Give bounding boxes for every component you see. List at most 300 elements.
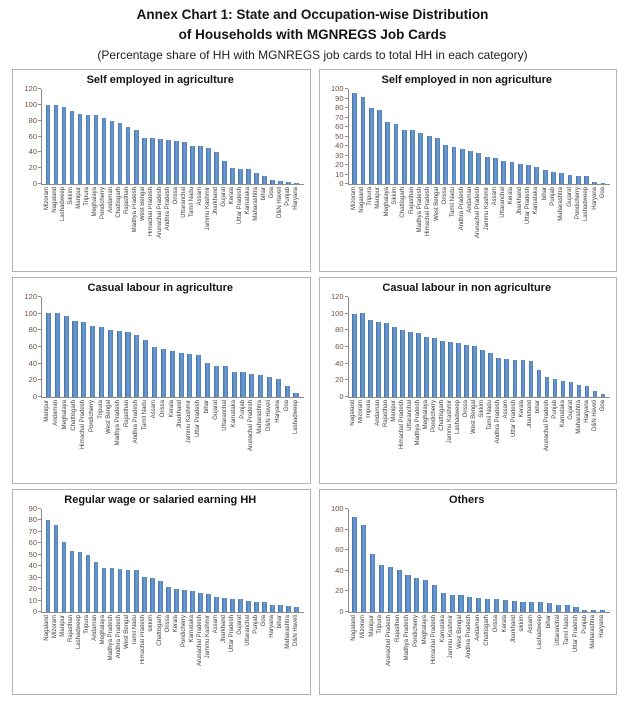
x-axis-label: Arunachal Pradesh <box>543 399 550 451</box>
bar <box>174 141 179 184</box>
x-axis-label: Tamil Nadu <box>141 399 148 430</box>
x-axis-label: Manipur <box>368 614 375 637</box>
x-axis-label: Sikkim <box>479 399 486 418</box>
bar <box>182 142 187 184</box>
bar <box>440 341 445 397</box>
y-tick: 120 <box>331 293 348 301</box>
x-axis-label: Rajasthan <box>68 614 75 642</box>
bar <box>379 565 384 611</box>
x-axis-label: Maharashtra <box>575 399 582 434</box>
x-axis-label: Tamil Nadu <box>487 399 494 430</box>
bar <box>222 598 227 612</box>
bar <box>214 597 219 612</box>
x-axis-label: Haryana <box>269 614 276 638</box>
bar <box>561 381 566 397</box>
x-axis-label: Himachal Pradesh <box>398 399 405 449</box>
bar <box>480 350 485 397</box>
bar <box>238 169 243 183</box>
bar <box>388 567 393 611</box>
bar <box>384 323 389 396</box>
x-axis-label: Punjab <box>550 186 556 206</box>
plot-area <box>348 297 611 398</box>
bar <box>166 140 171 184</box>
bar <box>276 379 281 397</box>
x-axis-label: Karnataka <box>533 186 540 214</box>
x-axis-label: Meghalaya <box>383 186 390 216</box>
y-tick: 10 <box>335 170 347 178</box>
x-axis-label: Uttar Pradesh <box>228 614 235 652</box>
bar <box>360 313 365 396</box>
bar <box>214 152 219 184</box>
x-axis-label: Pondicherry <box>430 399 437 432</box>
x-axis-label: Andhra Pradesh <box>133 399 140 443</box>
x-axis-label: Uttar Pradesh <box>572 614 579 652</box>
x-axis-label: Maharashtra <box>253 186 260 221</box>
y-tick: 80 <box>29 516 41 524</box>
bar <box>54 105 59 183</box>
bar <box>513 360 518 397</box>
x-axis-label: Haryana <box>591 186 598 210</box>
bar <box>361 525 366 612</box>
x-axis-label: Haryana <box>599 614 606 638</box>
x-axis-label: Lashadweep <box>76 614 83 649</box>
x-axis-label: bihar <box>535 399 542 413</box>
x-axis-label: Madhya Pradesh <box>132 186 139 232</box>
x-axis-label: bihar <box>546 614 553 628</box>
bar-series <box>349 509 611 612</box>
y-tick: 40 <box>29 562 41 570</box>
y-tick: 100 <box>331 85 348 93</box>
bar <box>81 322 86 396</box>
bar <box>529 602 534 611</box>
bar <box>537 370 542 397</box>
bar <box>543 170 548 183</box>
x-axis-label: Rajasthan <box>382 399 389 427</box>
bar <box>134 130 139 183</box>
bar <box>86 555 91 611</box>
bar <box>70 551 75 612</box>
plot-area <box>41 297 304 398</box>
bar-series <box>349 297 611 397</box>
bar <box>117 331 122 397</box>
bar <box>78 114 83 184</box>
x-axis-label: West Bengal <box>140 186 147 221</box>
bar <box>54 525 59 612</box>
plot-area <box>348 509 611 613</box>
bar <box>143 340 148 397</box>
x-axis-label: Andaman <box>466 186 473 213</box>
bar <box>503 600 508 611</box>
x-axis-label: D&N Haveli <box>591 399 598 431</box>
y-tick: 30 <box>29 573 41 581</box>
x-axis-labels <box>348 398 611 482</box>
bar <box>600 610 605 611</box>
x-axis-label: Goa <box>599 186 606 198</box>
x-axis-label: Gujarat <box>566 186 573 207</box>
y-tick: 20 <box>29 376 41 384</box>
bar <box>232 372 237 397</box>
x-axis-label: Himachal Pradesh <box>148 186 155 236</box>
bar <box>521 360 526 397</box>
bar <box>190 146 195 184</box>
x-axis-label: Chattisgarh <box>70 399 77 431</box>
y-tick: 60 <box>29 343 41 351</box>
x-axis-label: Kerala <box>168 399 175 417</box>
x-axis-label: Chattisgarh <box>400 186 407 218</box>
bar <box>485 599 490 611</box>
x-axis-label: Tripura <box>377 614 384 634</box>
y-tick: 50 <box>29 550 41 558</box>
bar <box>249 374 254 397</box>
x-axis-label: West Bengal <box>106 399 113 434</box>
chart-title: Casual labour in agriculture <box>87 281 233 294</box>
y-tick: 40 <box>29 148 41 156</box>
x-axis-label: Jharkhand <box>220 614 227 643</box>
bar <box>592 182 597 184</box>
y-axis <box>17 504 41 616</box>
bar <box>161 349 166 397</box>
bar <box>370 554 375 612</box>
bar <box>456 343 461 396</box>
bar <box>134 570 139 611</box>
bar <box>427 136 432 184</box>
plot-area <box>41 89 304 185</box>
bar <box>262 602 267 611</box>
x-axis-label: Goa <box>261 614 268 626</box>
bar <box>424 337 429 397</box>
bar <box>476 598 481 611</box>
x-axis-label: Madhya Pradesh <box>414 399 421 445</box>
x-axis-label: Manipur <box>375 186 382 209</box>
x-axis-label: Lashadweep <box>292 399 299 434</box>
bar <box>285 386 290 397</box>
x-axis-label: Arunachal Pradesh <box>475 186 482 238</box>
bar <box>410 130 415 183</box>
x-axis-label: Punjab <box>551 399 558 419</box>
bar <box>448 342 453 396</box>
x-axis-label: Punjab <box>253 614 260 634</box>
y-tick: 60 <box>335 343 347 351</box>
bar <box>518 164 523 184</box>
bar <box>118 123 123 184</box>
x-axis-label: Punjab <box>285 186 292 206</box>
bar <box>488 353 493 396</box>
bar <box>110 121 115 184</box>
x-axis-label: Sikkim <box>392 186 399 205</box>
x-axis-label: Pondicherry <box>180 614 187 647</box>
x-axis-label: Andaman <box>92 614 99 641</box>
bar <box>441 593 446 612</box>
x-axis-labels <box>348 185 611 269</box>
x-axis-label: Jharkhand <box>516 186 523 215</box>
bar <box>569 382 574 397</box>
y-tick: 80 <box>335 104 347 112</box>
bar <box>198 593 203 611</box>
x-axis-label: Jammu Kashmir <box>204 186 211 230</box>
x-axis-label: Uttaranchal <box>245 614 252 646</box>
x-axis-label: sikkim <box>148 614 155 632</box>
bar <box>485 157 490 184</box>
x-axis-label: Madhya Pradesh <box>115 399 122 445</box>
x-axis-label: Orissa <box>492 614 499 632</box>
plot-area <box>348 89 611 185</box>
bar <box>198 146 203 183</box>
x-axis-label: Karnataka <box>559 399 566 427</box>
bar <box>78 552 83 612</box>
x-axis-label: D&N Haveli <box>277 186 284 218</box>
x-axis-label: Jammu Kashmir <box>448 614 455 658</box>
x-axis-label: West Bengal <box>433 186 440 221</box>
x-axis-label: Uttar Pradesh <box>525 186 532 224</box>
y-axis <box>17 292 41 401</box>
bar <box>230 168 235 184</box>
bar <box>223 366 228 397</box>
bar <box>152 347 157 396</box>
bar <box>170 351 175 397</box>
x-axis-label: Gujarat <box>567 399 574 420</box>
x-axis-label: Uttaranchal <box>500 186 507 218</box>
x-axis-label: Assam <box>528 614 535 633</box>
bar <box>205 363 210 396</box>
bar <box>585 386 590 397</box>
bar <box>267 377 272 396</box>
x-axis-label: bihar <box>261 186 268 200</box>
y-tick: 120 <box>24 293 41 301</box>
bar <box>293 393 298 396</box>
x-axis-label: Jammu Kashmir <box>446 399 453 443</box>
bar <box>102 568 107 611</box>
y-tick: 100 <box>24 309 41 317</box>
page-title-line-2: of Households with MGNREGS Job Cards <box>178 27 447 43</box>
x-axis-label: Madhya Pradesh <box>108 614 115 660</box>
x-axis-label: Kerala <box>172 614 179 632</box>
bar <box>270 605 275 612</box>
x-axis-label: Arunachal Pradesh <box>196 614 203 666</box>
chart-panel-others <box>319 489 618 695</box>
y-tick: 120 <box>24 85 41 93</box>
chart-panel-casual-labour-non-agriculture <box>319 277 618 484</box>
x-axis-label: Manipur <box>44 399 51 422</box>
page-header <box>0 0 625 62</box>
x-axis-label: Mizoram <box>359 614 366 638</box>
plot-area <box>41 509 304 613</box>
bar <box>601 394 606 397</box>
bar <box>352 314 357 397</box>
x-axis-label: Haryana <box>293 186 300 210</box>
x-axis-label: Tamil Nadu <box>563 614 570 645</box>
y-tick: 0 <box>339 180 347 188</box>
bar <box>142 138 147 184</box>
x-axis-label: Assam <box>491 186 498 205</box>
x-axis-label: Meghalaya <box>100 614 107 644</box>
bar <box>504 359 509 397</box>
x-axis-label: Uttar Pradesh <box>237 186 243 224</box>
y-tick: 70 <box>335 113 347 121</box>
bar-series <box>42 297 304 397</box>
bar <box>361 97 366 183</box>
bar <box>526 165 531 183</box>
chart-title: Casual labour in non agriculture <box>382 281 552 294</box>
chart-title: Self employed in non agriculture <box>381 73 553 86</box>
bar <box>64 316 69 397</box>
bar <box>476 153 481 183</box>
x-axis-label: Andaman <box>108 186 115 213</box>
x-axis-label: Chattisgarh <box>116 186 123 218</box>
bar <box>182 590 187 612</box>
y-tick: 40 <box>29 359 41 367</box>
bar <box>400 330 405 397</box>
bar <box>376 322 381 397</box>
y-tick: 100 <box>331 309 348 317</box>
x-axis-label: Himachal Pradesh <box>430 614 437 664</box>
bar <box>450 595 455 611</box>
bar <box>90 326 95 397</box>
y-tick: 60 <box>29 132 41 140</box>
x-axis-label: Lashadweep <box>59 186 66 221</box>
x-axis-label: Rajasthan <box>124 186 131 214</box>
bar <box>258 375 263 397</box>
chart-title: Others <box>449 493 485 506</box>
bar <box>577 385 582 397</box>
bar <box>435 138 440 184</box>
x-axis-label: Nagaland <box>350 399 357 426</box>
chart-panel-regular-wage-salaried <box>12 489 311 695</box>
bar <box>278 181 283 183</box>
x-axis-label: Arunachal Pradesh <box>156 186 163 238</box>
bar <box>134 335 139 397</box>
x-axis-label: Manipur <box>390 399 397 422</box>
y-tick: 100 <box>331 505 348 513</box>
x-axis-label: Manipur <box>59 614 66 637</box>
bar <box>187 354 192 397</box>
bar <box>494 599 499 611</box>
bar <box>565 605 570 611</box>
bar <box>423 580 428 612</box>
x-axis-label: Mizoram <box>350 186 357 210</box>
bar <box>214 366 219 397</box>
y-tick: 20 <box>335 376 347 384</box>
x-axis-label: Lashadweep <box>583 186 590 221</box>
bar <box>179 353 184 396</box>
x-axis-label: Kerala <box>519 399 526 417</box>
x-axis-label: Uttaranchal <box>554 614 561 646</box>
bar <box>468 151 473 183</box>
y-tick: 90 <box>29 505 41 513</box>
bar-series <box>42 509 304 612</box>
x-axis-label: Meghalaya <box>421 614 428 644</box>
x-axis-label: Uttaranchal <box>221 399 228 431</box>
x-axis-label: Karnataka <box>188 614 195 642</box>
x-axis-label: Punjab <box>581 614 588 634</box>
x-axis-label: Chattisgarh <box>483 614 490 646</box>
x-axis-labels <box>41 185 304 269</box>
bar <box>443 145 448 184</box>
x-axis-label: Uttaranchal <box>180 186 187 218</box>
x-axis-label: Andhra Pradesh <box>495 399 502 443</box>
x-axis-label: Orissa <box>441 186 448 204</box>
bar <box>118 569 123 611</box>
y-tick: 80 <box>29 326 41 334</box>
chart-title: Regular wage or salaried earning HH <box>64 493 257 506</box>
bar <box>196 355 201 397</box>
x-axis-label: Orissa <box>159 399 166 417</box>
bar <box>55 313 60 396</box>
x-axis-label: Kerala <box>508 186 515 204</box>
bar <box>405 575 410 611</box>
x-axis-label: Chattisgarh <box>438 399 445 431</box>
bar <box>501 161 506 184</box>
bar <box>254 602 259 611</box>
x-axis-label: Meghalaya <box>92 186 99 216</box>
x-axis-label: Jammu Kashmir <box>186 399 193 443</box>
bar <box>46 105 51 183</box>
x-axis-label: bihar <box>541 186 548 200</box>
x-axis-label: West Bengal <box>124 614 131 649</box>
bar <box>593 391 598 397</box>
y-tick: 100 <box>24 100 41 108</box>
bar <box>62 107 67 184</box>
bar <box>460 149 465 183</box>
x-axis-label: Assam <box>503 399 510 418</box>
bar <box>206 148 211 184</box>
bar <box>368 320 373 397</box>
x-axis-labels <box>348 613 611 697</box>
bar-series <box>349 89 611 184</box>
x-axis-label: Pondicherry <box>574 186 581 219</box>
bar <box>158 581 163 612</box>
bar <box>238 599 243 612</box>
x-axis-label: Andhra Pradesh <box>116 614 123 658</box>
x-axis-label: Jharkhand <box>510 614 517 643</box>
bar <box>452 147 457 183</box>
x-axis-label: Goa <box>283 399 290 411</box>
x-axis-label: Meghalaya <box>62 399 69 429</box>
x-axis-label: Andaman <box>374 399 381 426</box>
x-axis-label: Uttar Pradesh <box>195 399 202 437</box>
y-tick: 20 <box>335 587 347 595</box>
x-axis-label: Jammu Kashmir <box>204 614 211 658</box>
bar <box>568 175 573 184</box>
y-tick: 80 <box>29 116 41 124</box>
x-axis-label: Himachal Pradesh <box>425 186 432 236</box>
bar <box>352 93 357 183</box>
y-tick: 10 <box>29 596 41 604</box>
bar <box>529 361 534 397</box>
y-tick: 30 <box>335 151 347 159</box>
x-axis-label: Nagaland <box>43 614 50 641</box>
x-axis-label: Gujarat <box>212 399 219 420</box>
y-tick: 0 <box>33 393 41 401</box>
x-axis-label: Tripura <box>84 186 91 206</box>
x-axis-label: Lashadweep <box>454 399 461 434</box>
x-axis-label: Maharashtra <box>590 614 597 649</box>
bar <box>432 338 437 396</box>
bar <box>510 162 515 184</box>
x-axis-label: Maharashtra <box>257 399 264 434</box>
bar <box>70 111 75 183</box>
x-axis-label: Himachal Pradesh <box>79 399 86 449</box>
x-axis-label: Andhra Pradesh <box>164 186 171 230</box>
bar <box>166 587 171 611</box>
chart-panel-self-employed-non-agriculture <box>319 69 618 272</box>
x-axis-label: Orissa <box>463 399 470 417</box>
x-axis-label: sikkim <box>519 614 526 632</box>
bar <box>190 591 195 612</box>
bar <box>556 605 561 611</box>
bar <box>286 606 291 612</box>
x-axis-label: Kerala <box>228 186 235 204</box>
x-axis-label: Assam <box>212 614 219 633</box>
